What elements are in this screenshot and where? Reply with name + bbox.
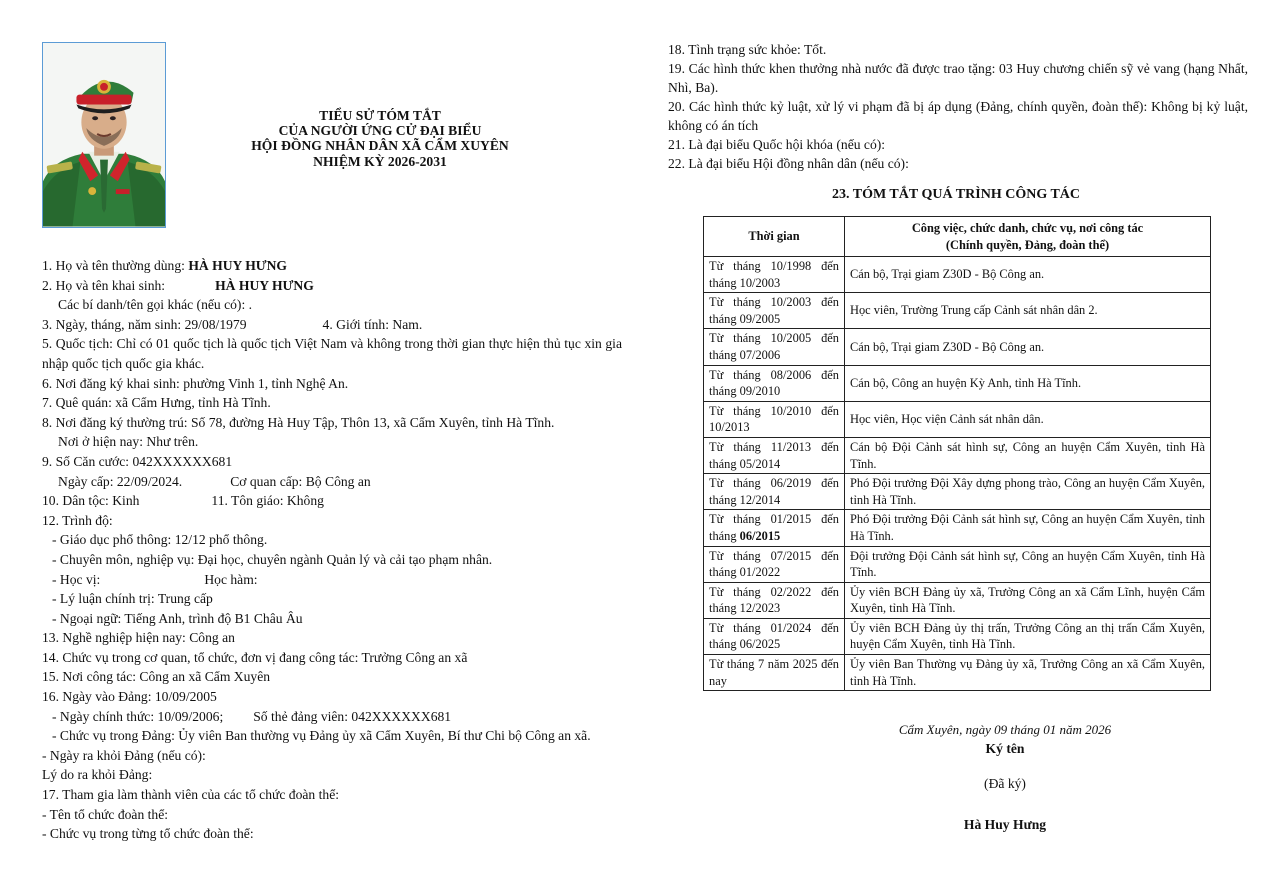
title-line-4: NHIỆM KỲ 2026-2031 [313, 153, 447, 169]
work-period-text: Từ tháng 01/2024 đến tháng 06/2025 [709, 620, 839, 652]
discipline-line: 20. Các hình thức kỷ luật, xử lý vi phạm đã bị áp dụng (Đảng, chính quyền, đoàn thể): Không bị kỷ luật, không có án tích [668, 99, 1248, 133]
full-name-value: HÀ HUY HƯNG [188, 258, 288, 273]
birth-date: 3. Ngày, tháng, năm sinh: 29/08/1979 [42, 316, 247, 332]
full-name-line [42, 256, 622, 276]
work-description-cell: Cán bộ, Trại giam Z30D - Bộ Công an. [845, 329, 1211, 365]
work-period-text: Từ tháng 10/1998 đến tháng 10/2003 [709, 259, 839, 290]
birth-name-value: HÀ HUY HƯNG [215, 277, 314, 293]
education-professional: - Chuyên môn, nghiệp vụ: Đại học, chuyên ngành Quản lý và cải tạo phạm nhân. [52, 551, 493, 567]
work-period-text: Từ tháng 07/2015 đến tháng 01/2022 [709, 548, 839, 580]
work-description-cell: Cán bộ Đội Cảnh sát hình sự, Công an huyện Cẩm Xuyên, tỉnh Hà Tĩnh. [845, 437, 1211, 473]
portrait-icon [43, 43, 165, 227]
title-line-3: HỘI ĐỒNG NHÂN DÂN XÃ CẨM XUYÊN [251, 138, 509, 154]
column-header-description-line1: Công việc, chức danh, chức vụ, nơi công tác [911, 220, 1144, 235]
work-period-text: Từ tháng 10/2010 đến 10/2013 [709, 403, 839, 435]
work-description-cell: Phó Đội trưởng Đội Xây dựng phong trào, Công an huyện Cẩm Xuyên, tỉnh Hà Tĩnh. [845, 474, 1211, 510]
work-period-end: 06/2015 [739, 528, 781, 543]
work-period-cell [704, 474, 845, 510]
birth-name-line [42, 276, 622, 296]
position-line: 14. Chức vụ trong cơ quan, tổ chức, đơn vị đang công tác: Trưởng Công an xã [42, 649, 468, 665]
hometown-line: 7. Quê quán: xã Cẩm Hưng, tỉnh Hà Tĩnh. [42, 395, 271, 411]
ethnicity: 10. Dân tộc: Kinh [42, 493, 140, 509]
organization-position-line: - Chức vụ trong từng tổ chức đoàn thể: [42, 826, 254, 842]
id-issue-line [42, 472, 622, 492]
party-join-line: 16. Ngày vào Đảng: 10/09/2005 [42, 689, 217, 705]
table-row [704, 618, 1211, 654]
residence-line: 8. Nơi đăng ký thường trú: Số 78, đường Hà Huy Tập, Thôn 13, xã Cẩm Xuyên, tỉnh Hà Tĩnh. [42, 414, 555, 430]
health-line: 18. Tình trạng sức khỏe: Tốt. [668, 42, 827, 57]
work-description-cell: Cán bộ, Trại giam Z30D - Bộ Công an. [845, 257, 1211, 293]
ethnicity-religion-line [42, 491, 622, 511]
party-leave-date: - Ngày ra khỏi Đảng (nếu có): [42, 747, 206, 763]
work-description-cell: Học viên, Học viện Cảnh sát nhân dân. [845, 401, 1211, 437]
academic-title: Học hàm: [204, 571, 258, 587]
title-line-2: CỦA NGƯỜI ỨNG CỬ ĐẠI BIỂU [278, 123, 482, 139]
table-header-row [704, 217, 1211, 257]
work-period-cell [704, 618, 845, 654]
id-number-line: 9. Số Căn cước: 042XXXXXX681 [42, 453, 233, 469]
work-period-cell [704, 655, 845, 691]
table-row [704, 257, 1211, 293]
work-period-text: Từ tháng 11/2013 đến tháng 05/2014 [709, 439, 839, 471]
organizations-line: 17. Tham gia làm thành viên của các tổ chức đoàn thể: [42, 787, 340, 803]
table-row [704, 437, 1211, 473]
id-issue-date: Ngày cấp: 22/09/2024. [58, 473, 183, 489]
work-period-cell [704, 582, 845, 618]
party-official-date: - Ngày chính thức: 10/09/2006; [52, 708, 224, 724]
religion: 11. Tôn giáo: Không [211, 493, 324, 509]
work-period-cell [704, 437, 845, 473]
title-line-1: TIỂU SỬ TÓM TẮT [319, 108, 441, 123]
work-period-text: Từ tháng 7 năm 2025 đến nay [709, 657, 839, 688]
work-description-cell: Cán bộ, Công an huyện Kỳ Anh, tỉnh Hà Tĩnh. [845, 365, 1211, 401]
work-description-cell: Ủy viên BCH Đảng ủy xã, Trưởng Công an xã Cẩm Lĩnh, huyện Cẩm Xuyên, tỉnh Hà Tĩnh. [845, 582, 1211, 618]
biography-left-column [42, 256, 622, 844]
work-period-text: Từ tháng 06/2019 đến tháng 12/2014 [709, 476, 839, 507]
table-row [704, 329, 1211, 365]
workplace-line: 15. Nơi công tác: Công an xã Cẩm Xuyên [42, 669, 271, 685]
table-row [704, 546, 1211, 582]
table-row [704, 365, 1211, 401]
birth-name-label: 2. Họ và tên khai sinh: [42, 277, 166, 293]
work-period-text: Từ tháng 08/2006 đến tháng 09/2010 [709, 367, 839, 399]
organization-name-line: - Tên tổ chức đoàn thể: [42, 806, 169, 822]
party-leave-reason: Lý do ra khỏi Đảng: [42, 767, 153, 783]
work-description-cell: Đội trưởng Đội Cảnh sát hình sự, Công an huyện Cẩm Xuyên, tỉnh Hà Tĩnh. [845, 546, 1211, 582]
work-description-cell: Ủy viên Ban Thường vụ Đảng ủy xã, Trưởng Công an xã Cẩm Xuyên, tỉnh Hà Tĩnh. [845, 655, 1211, 691]
table-row [704, 655, 1211, 691]
work-history-title: 23. TÓM TẮT QUÁ TRÌNH CÔNG TÁC [831, 187, 1081, 202]
signature-block [860, 720, 1150, 834]
nationality-line: 5. Quốc tịch: Chỉ có 01 quốc tịch là quốc tịch Việt Nam và không trong thời gian thực hiện thủ tục xin gia nhập quốc tịch quốc gia khác. [42, 336, 622, 371]
work-history-table [703, 216, 1211, 691]
portrait-photo [42, 42, 166, 228]
awards-line: 19. Các hình thức khen thưởng nhà nước đã được trao tặng: 03 Huy chương chiến sỹ vẻ vang (hạng Nhất, Nhì, Ba). [668, 61, 1248, 95]
table-row [704, 582, 1211, 618]
peoples-council-line: 22. Là đại biểu Hội đồng nhân dân (nếu có): [668, 156, 909, 171]
occupation-line: 13. Nghề nghiệp hiện nay: Công an [42, 630, 235, 646]
current-address-line: Nơi ở hiện nay: Như trên. [58, 434, 199, 450]
work-period-cell [704, 257, 845, 293]
id-issuer: Cơ quan cấp: Bộ Công an [230, 473, 371, 489]
work-period-text: Từ tháng 10/2005 đến tháng 07/2006 [709, 331, 839, 362]
birth-date-line [42, 315, 622, 335]
column-header-description [845, 217, 1211, 257]
table-row [704, 293, 1211, 329]
political-theory: - Lý luận chính trị: Trung cấp [52, 591, 213, 607]
signature-label: Ký tên [985, 741, 1025, 756]
document-title [195, 108, 565, 169]
party-card-number: Số thẻ đảng viên: 042XXXXXX681 [253, 708, 452, 724]
work-description-cell: Học viên, Trường Trung cấp Cảnh sát nhân dân 2. [845, 293, 1211, 329]
national-assembly-line: 21. Là đại biểu Quốc hội khóa (nếu có): [668, 137, 886, 152]
work-history-table-wrapper [703, 216, 1211, 693]
table-row [704, 474, 1211, 510]
work-period-cell [704, 510, 845, 546]
work-description-cell: Ủy viên BCH Đảng ủy thị trấn, Trưởng Công an thị trấn Cẩm Xuyên, huyện Cẩm Xuyên, tỉnh Hà Tĩnh. [845, 618, 1211, 654]
work-period-cell [704, 329, 845, 365]
biography-right-column [668, 40, 1248, 173]
work-period-cell [704, 293, 845, 329]
degree: - Học vị: [52, 571, 101, 587]
signer-name: Hà Huy Hưng [963, 817, 1047, 832]
table-row [704, 510, 1211, 546]
foreign-language: - Ngoại ngữ: Tiếng Anh, trình độ B1 Châu Âu [52, 610, 303, 626]
table-row [704, 401, 1211, 437]
full-name-label: 1. Họ và tên thường dùng: [42, 258, 189, 273]
column-header-time: Thời gian [704, 217, 845, 257]
work-history-rows [704, 257, 1211, 691]
education-heading: 12. Trình độ: [42, 512, 113, 528]
party-position-line: - Chức vụ trong Đảng: Ủy viên Ban thường vụ Đảng ủy xã Cẩm Xuyên, Bí thư Chi bộ Công an xã. [52, 728, 591, 744]
party-official-line [42, 707, 622, 727]
degree-line [42, 570, 622, 590]
gender: 4. Giới tính: Nam. [322, 316, 423, 332]
alias-line: Các bí danh/tên gọi khác (nếu có): . [58, 297, 253, 313]
column-header-description-line2: (Chính quyền, Đảng, đoàn thể) [945, 237, 1110, 252]
work-period-cell [704, 546, 845, 582]
work-period-text: Từ tháng 02/2022 đến tháng 12/2023 [709, 584, 839, 616]
work-period-text: Từ tháng 10/2003 đến tháng 09/2005 [709, 295, 839, 326]
work-period-cell [704, 365, 845, 401]
work-description-cell: Phó Đội trưởng Đội Cảnh sát hình sự, Công an huyện Cẩm Xuyên, tỉnh Hà Tĩnh. [845, 510, 1211, 546]
signature-date: Cẩm Xuyên, ngày 09 tháng 01 năm 2026 [898, 722, 1112, 737]
work-period-cell [704, 401, 845, 437]
birth-registration-line: 6. Nơi đăng ký khai sinh: phường Vinh 1, tỉnh Nghệ An. [42, 375, 349, 391]
education-general: - Giáo dục phổ thông: 12/12 phổ thông. [52, 532, 268, 548]
work-period-text: Từ tháng 01/2015 đến tháng [709, 512, 839, 543]
signed-note: (Đã ký) [984, 776, 1026, 791]
